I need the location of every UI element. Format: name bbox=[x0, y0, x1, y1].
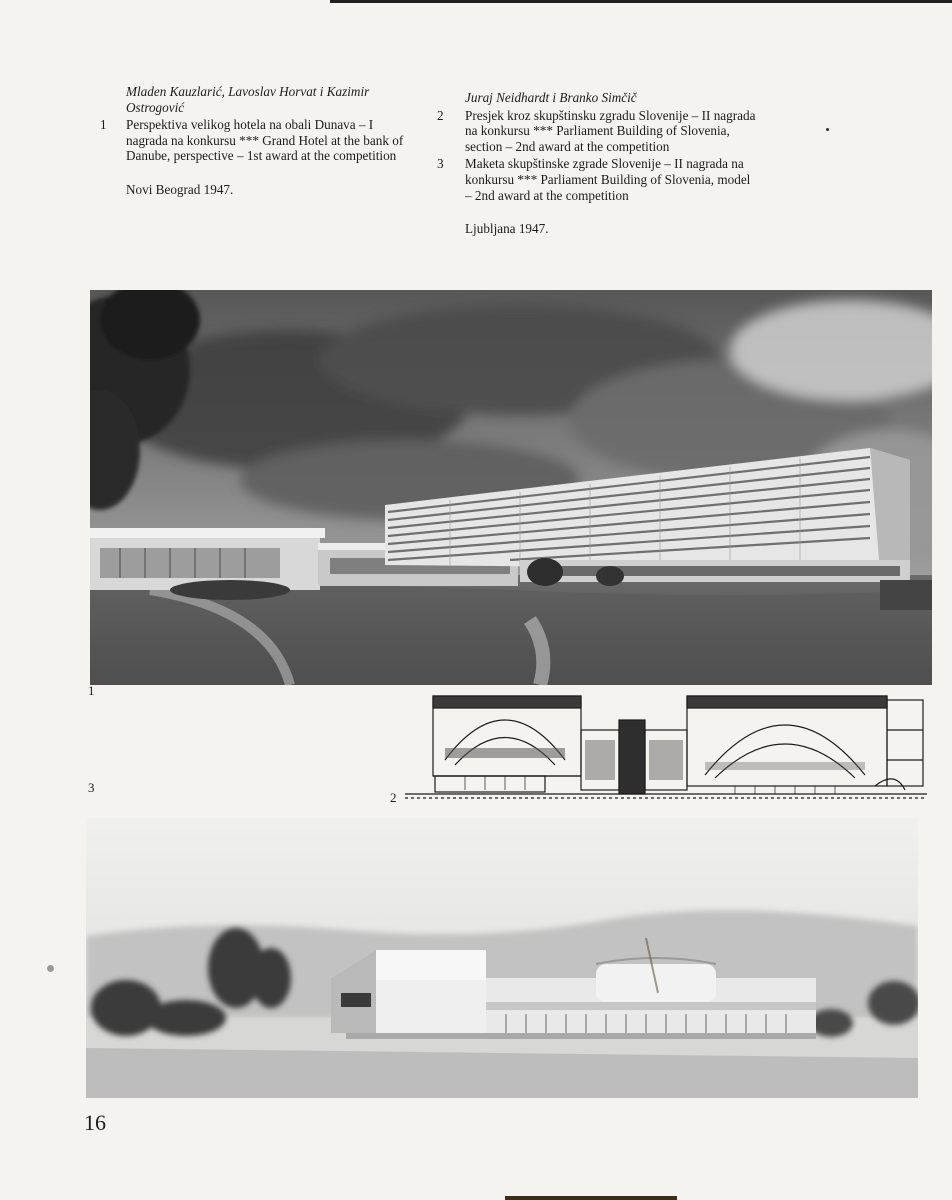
figure-label-2: 2 bbox=[390, 790, 397, 805]
page-edge-bottom bbox=[505, 1196, 677, 1200]
paper-speck bbox=[47, 965, 54, 972]
caption-right bbox=[437, 90, 759, 237]
page-edge-top bbox=[330, 0, 952, 3]
caption-entry-3 bbox=[437, 156, 759, 203]
caption-text: Presjek kroz skupštinsku zgradu Slovenije – II nagrada na konkursu *** Parliament Building of Slovenia, section – 2nd award at the competition bbox=[465, 107, 756, 154]
caption-text: Maketa skupštinske zgrade Slovenije – II nagrada na konkursu *** Parliament Building of Slovenia, model – 2nd award at the competition bbox=[465, 156, 751, 203]
place-date-left: Novi Beograd 1947. bbox=[126, 181, 234, 197]
hotel-perspective-image bbox=[90, 290, 932, 685]
authors-left: Mladen Kauzlarić, Lavoslav Horvat i Kazimir Ostrogović bbox=[126, 84, 370, 115]
caption-entry-2 bbox=[437, 108, 759, 155]
caption-text: Perspektiva velikog hotela na obali Dunava – I nagrada na konkursu *** Grand Hotel at the bank of Danube, perspective – 1st award at the competition bbox=[126, 117, 404, 164]
parliament-model-photo bbox=[86, 818, 918, 1098]
place-date-right: Ljubljana 1947. bbox=[465, 221, 549, 237]
figure-label-3: 3 bbox=[88, 780, 95, 795]
caption-entry-1 bbox=[100, 117, 418, 164]
paper-speck bbox=[826, 128, 829, 131]
page-number: 16 bbox=[84, 1110, 106, 1135]
caption-left bbox=[100, 84, 418, 198]
parliament-section-drawing bbox=[405, 690, 927, 808]
caption-number: 3 bbox=[437, 156, 444, 172]
caption-number: 1 bbox=[100, 117, 107, 133]
caption-number: 2 bbox=[437, 107, 444, 123]
figure-label-1: 1 bbox=[88, 683, 95, 698]
authors-right: Juraj Neidhardt i Branko Simčič bbox=[465, 90, 637, 105]
